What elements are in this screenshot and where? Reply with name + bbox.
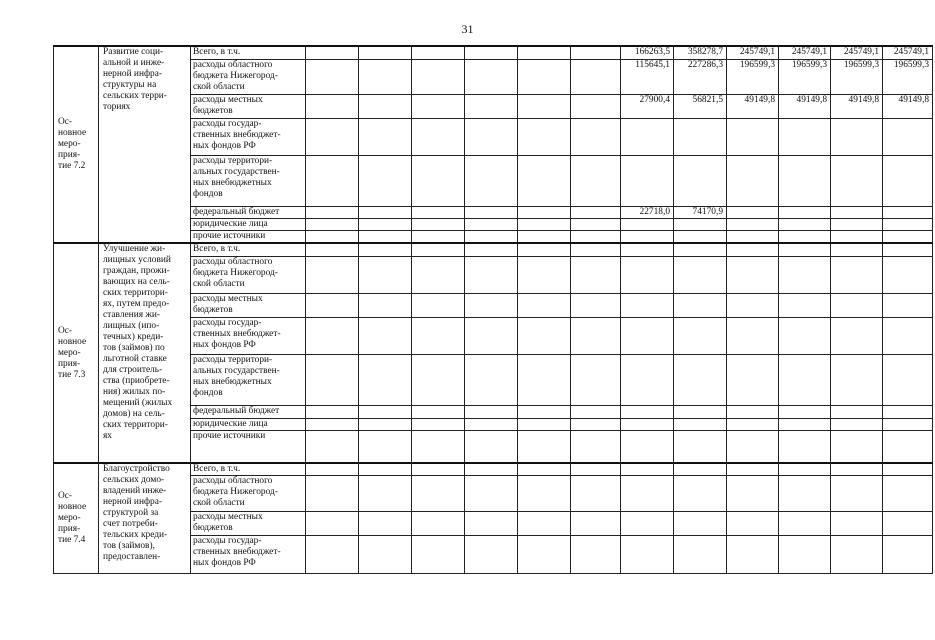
table-row [54,46,933,59]
value-cell [518,59,571,94]
table-body [54,46,933,574]
value-cell [571,155,621,206]
value-cell [831,317,883,354]
value-cell [412,536,465,574]
value-cell [831,536,883,574]
funding-source-label: расходы территори- альных государствен- ных внебюджетных фондов [191,155,306,206]
value-cell [359,118,412,155]
funding-source-label: федеральный бюджет [191,405,306,418]
value-cell [465,317,518,354]
value-cell [831,243,883,256]
funding-source-label: расходы государ- ственных внебюджет- ных фондов РФ [191,118,306,155]
value-cell [306,94,359,118]
value-cell [465,354,518,405]
value-cell [621,463,674,476]
measure-name: Благоустройство сельских домо- владений инже- нерной инфра- структурой за счет потреби- тельских креди- тов (займов), предоставлен- [99,463,191,574]
value-cell [883,405,933,418]
value-cell [831,354,883,405]
value-cell [571,293,621,317]
funding-source-label: расходы территори- альных государствен- ных внебюджетных фондов [191,354,306,405]
value-cell: 56821,5 [674,94,727,118]
value-cell [621,317,674,354]
value-cell [831,293,883,317]
value-cell [518,256,571,293]
value-cell [359,512,412,536]
value-cell [359,94,412,118]
value-cell [465,256,518,293]
value-cell [306,59,359,94]
value-cell [779,230,831,243]
value-cell [412,512,465,536]
value-cell [779,354,831,405]
value-cell: 358278,7 [674,46,727,59]
value-cell [727,293,779,317]
value-cell [306,256,359,293]
value-cell [727,218,779,230]
value-cell [621,418,674,430]
value-cell [674,317,727,354]
value-cell [306,293,359,317]
value-cell [571,206,621,218]
value-cell [674,405,727,418]
funding-source-label: расходы областного бюджета Нижегород- ской области [191,256,306,293]
value-cell [465,46,518,59]
value-cell [359,46,412,59]
value-cell [412,243,465,256]
measure-code: Ос- новное меро- прия- тие 7.4 [54,463,99,574]
funding-source-label: расходы государ- ственных внебюджет- ных фондов РФ [191,536,306,574]
value-cell [412,206,465,218]
value-cell [412,94,465,118]
value-cell [779,317,831,354]
value-cell [571,218,621,230]
value-cell [518,230,571,243]
value-cell [674,512,727,536]
value-cell [621,354,674,405]
value-cell [518,46,571,59]
funding-source-label: расходы местных бюджетов [191,94,306,118]
value-cell [571,536,621,574]
value-cell [883,476,933,512]
value-cell [306,405,359,418]
value-cell [465,536,518,574]
value-cell [306,46,359,59]
value-cell [674,118,727,155]
value-cell [621,293,674,317]
value-cell [465,418,518,430]
value-cell [727,243,779,256]
value-cell [779,512,831,536]
value-cell [727,463,779,476]
value-cell [306,418,359,430]
value-cell [621,256,674,293]
value-cell [306,155,359,206]
value-cell [571,94,621,118]
value-cell [621,512,674,536]
value-cell [465,243,518,256]
value-cell [727,536,779,574]
value-cell [674,256,727,293]
value-cell [359,243,412,256]
funding-source-label: юридические лица [191,218,306,230]
value-cell [359,317,412,354]
funding-source-label: расходы местных бюджетов [191,293,306,317]
value-cell [883,512,933,536]
value-cell [465,463,518,476]
value-cell [674,218,727,230]
value-cell [359,418,412,430]
value-cell [831,476,883,512]
value-cell [412,476,465,512]
value-cell [465,476,518,512]
value-cell [727,256,779,293]
value-cell [412,59,465,94]
value-cell [518,317,571,354]
value-cell [571,405,621,418]
value-cell [306,243,359,256]
value-cell [571,230,621,243]
value-cell [779,218,831,230]
value-cell [518,354,571,405]
value-cell: 245749,1 [883,46,933,59]
value-cell [412,463,465,476]
value-cell [779,206,831,218]
value-cell [518,218,571,230]
value-cell [883,155,933,206]
value-cell [883,418,933,430]
value-cell [831,206,883,218]
value-cell [306,463,359,476]
value-cell [518,293,571,317]
value-cell [571,476,621,512]
value-cell [883,354,933,405]
value-cell [518,430,571,463]
funding-source-label: федеральный бюджет [191,206,306,218]
value-cell [831,418,883,430]
value-cell [306,512,359,536]
value-cell [883,230,933,243]
value-cell [359,230,412,243]
value-cell [674,155,727,206]
value-cell [518,512,571,536]
value-cell [465,230,518,243]
value-cell [518,206,571,218]
value-cell [571,430,621,463]
value-cell [412,218,465,230]
value-cell [883,536,933,574]
value-cell [359,293,412,317]
value-cell [465,405,518,418]
value-cell [518,118,571,155]
funding-source-label: Всего, в т.ч. [191,463,306,476]
value-cell: 196599,3 [831,59,883,94]
value-cell [674,536,727,574]
funding-source-label: юридические лица [191,418,306,430]
value-cell [621,430,674,463]
value-cell [779,405,831,418]
funding-source-label: Всего, в т.ч. [191,46,306,59]
page-number: 31 [461,22,474,36]
value-cell [727,476,779,512]
value-cell [412,256,465,293]
value-cell [359,476,412,512]
value-cell [674,418,727,430]
value-cell [883,430,933,463]
value-cell [571,317,621,354]
measure-name: Развитие соци- альной и инже- нерной инфра- структуры на сельских терри- ториях [99,46,191,243]
funding-source-label: расходы государ- ственных внебюджет- ных фондов РФ [191,317,306,354]
funding-source-label: расходы местных бюджетов [191,512,306,536]
value-cell [621,155,674,206]
value-cell [412,155,465,206]
value-cell [779,118,831,155]
value-cell [465,512,518,536]
value-cell [571,354,621,405]
value-cell [412,418,465,430]
value-cell [727,230,779,243]
value-cell [621,536,674,574]
value-cell [883,118,933,155]
value-cell [727,405,779,418]
value-cell [674,230,727,243]
value-cell: 245749,1 [831,46,883,59]
measure-name: Улучшение жи- лищных условий граждан, прожи- вающих на сель- ских территори- ях, путем предо- ставления жи- лищных (ипо- течных) креди- тов (займов) по льготной ставке для строитель- ства (приобрете- ния) жилых по- мещений (жилых домов) на сель- ских территори- ях [99,243,191,463]
value-cell [306,430,359,463]
value-cell [571,418,621,430]
measure-code: Ос- новное меро- прия- тие 7.2 [54,46,99,243]
value-cell [883,206,933,218]
value-cell [465,59,518,94]
value-cell [518,155,571,206]
measure-code: Ос- новное меро- прия- тие 7.3 [54,243,99,463]
funding-source-label: прочие источники [191,230,306,243]
value-cell: 196599,3 [883,59,933,94]
value-cell [465,118,518,155]
value-cell [779,536,831,574]
value-cell [571,118,621,155]
budget-table [53,45,933,574]
value-cell [412,118,465,155]
value-cell: 166263,5 [621,46,674,59]
value-cell [883,317,933,354]
value-cell [412,293,465,317]
value-cell [359,354,412,405]
value-cell [412,405,465,418]
value-cell [306,218,359,230]
value-cell [621,405,674,418]
value-cell [779,293,831,317]
value-cell [465,430,518,463]
value-cell: 196599,3 [779,59,831,94]
value-cell [359,256,412,293]
value-cell [359,59,412,94]
value-cell [412,354,465,405]
value-cell [674,354,727,405]
value-cell [621,218,674,230]
value-cell [571,59,621,94]
value-cell: 49149,8 [831,94,883,118]
value-cell [359,430,412,463]
value-cell [727,206,779,218]
value-cell [674,243,727,256]
value-cell [831,256,883,293]
value-cell [359,536,412,574]
value-cell [412,430,465,463]
value-cell [831,512,883,536]
value-cell [359,218,412,230]
value-cell [674,463,727,476]
value-cell [412,317,465,354]
table-row [54,463,933,476]
value-cell [883,256,933,293]
funding-source-label: расходы областного бюджета Нижегород- ской области [191,476,306,512]
value-cell [727,430,779,463]
value-cell [412,46,465,59]
value-cell [674,430,727,463]
funding-source-label: Всего, в т.ч. [191,243,306,256]
value-cell [831,230,883,243]
value-cell: 49149,8 [727,94,779,118]
value-cell [465,155,518,206]
value-cell [518,243,571,256]
value-cell [727,418,779,430]
value-cell [621,118,674,155]
value-cell [883,293,933,317]
value-cell [359,155,412,206]
value-cell [779,476,831,512]
value-cell [831,430,883,463]
value-cell: 196599,3 [727,59,779,94]
value-cell [359,405,412,418]
value-cell [518,418,571,430]
value-cell [621,230,674,243]
value-cell [359,463,412,476]
value-cell [621,476,674,512]
value-cell [727,317,779,354]
value-cell [571,46,621,59]
value-cell [883,243,933,256]
value-cell [306,354,359,405]
value-cell: 49149,8 [779,94,831,118]
value-cell [779,430,831,463]
value-cell [465,206,518,218]
value-cell [831,118,883,155]
value-cell [779,418,831,430]
value-cell: 49149,8 [883,94,933,118]
value-cell [779,155,831,206]
value-cell [831,218,883,230]
value-cell [465,94,518,118]
value-cell [621,243,674,256]
value-cell [571,256,621,293]
value-cell [518,463,571,476]
value-cell [306,536,359,574]
value-cell [674,476,727,512]
value-cell: 245749,1 [779,46,831,59]
value-cell [779,243,831,256]
value-cell [883,218,933,230]
funding-source-label: прочие источники [191,430,306,463]
value-cell [306,317,359,354]
value-cell: 227286,3 [674,59,727,94]
value-cell [306,476,359,512]
value-cell [727,118,779,155]
value-cell [359,206,412,218]
value-cell: 245749,1 [727,46,779,59]
value-cell [831,155,883,206]
value-cell [306,230,359,243]
value-cell [571,512,621,536]
value-cell [727,354,779,405]
value-cell [779,256,831,293]
value-cell [831,463,883,476]
value-cell: 115645,1 [621,59,674,94]
value-cell [518,536,571,574]
funding-source-label: расходы областного бюджета Нижегород- ской области [191,59,306,94]
value-cell [465,218,518,230]
value-cell [883,463,933,476]
value-cell [571,243,621,256]
value-cell [518,94,571,118]
value-cell [465,293,518,317]
value-cell [518,405,571,418]
value-cell [518,476,571,512]
value-cell [831,405,883,418]
value-cell [674,293,727,317]
value-cell [412,230,465,243]
value-cell: 22718,0 [621,206,674,218]
value-cell [727,155,779,206]
value-cell [306,206,359,218]
value-cell [306,118,359,155]
value-cell [571,463,621,476]
value-cell [727,512,779,536]
table-row [54,243,933,256]
value-cell: 27900,4 [621,94,674,118]
value-cell: 74170,9 [674,206,727,218]
value-cell [779,463,831,476]
